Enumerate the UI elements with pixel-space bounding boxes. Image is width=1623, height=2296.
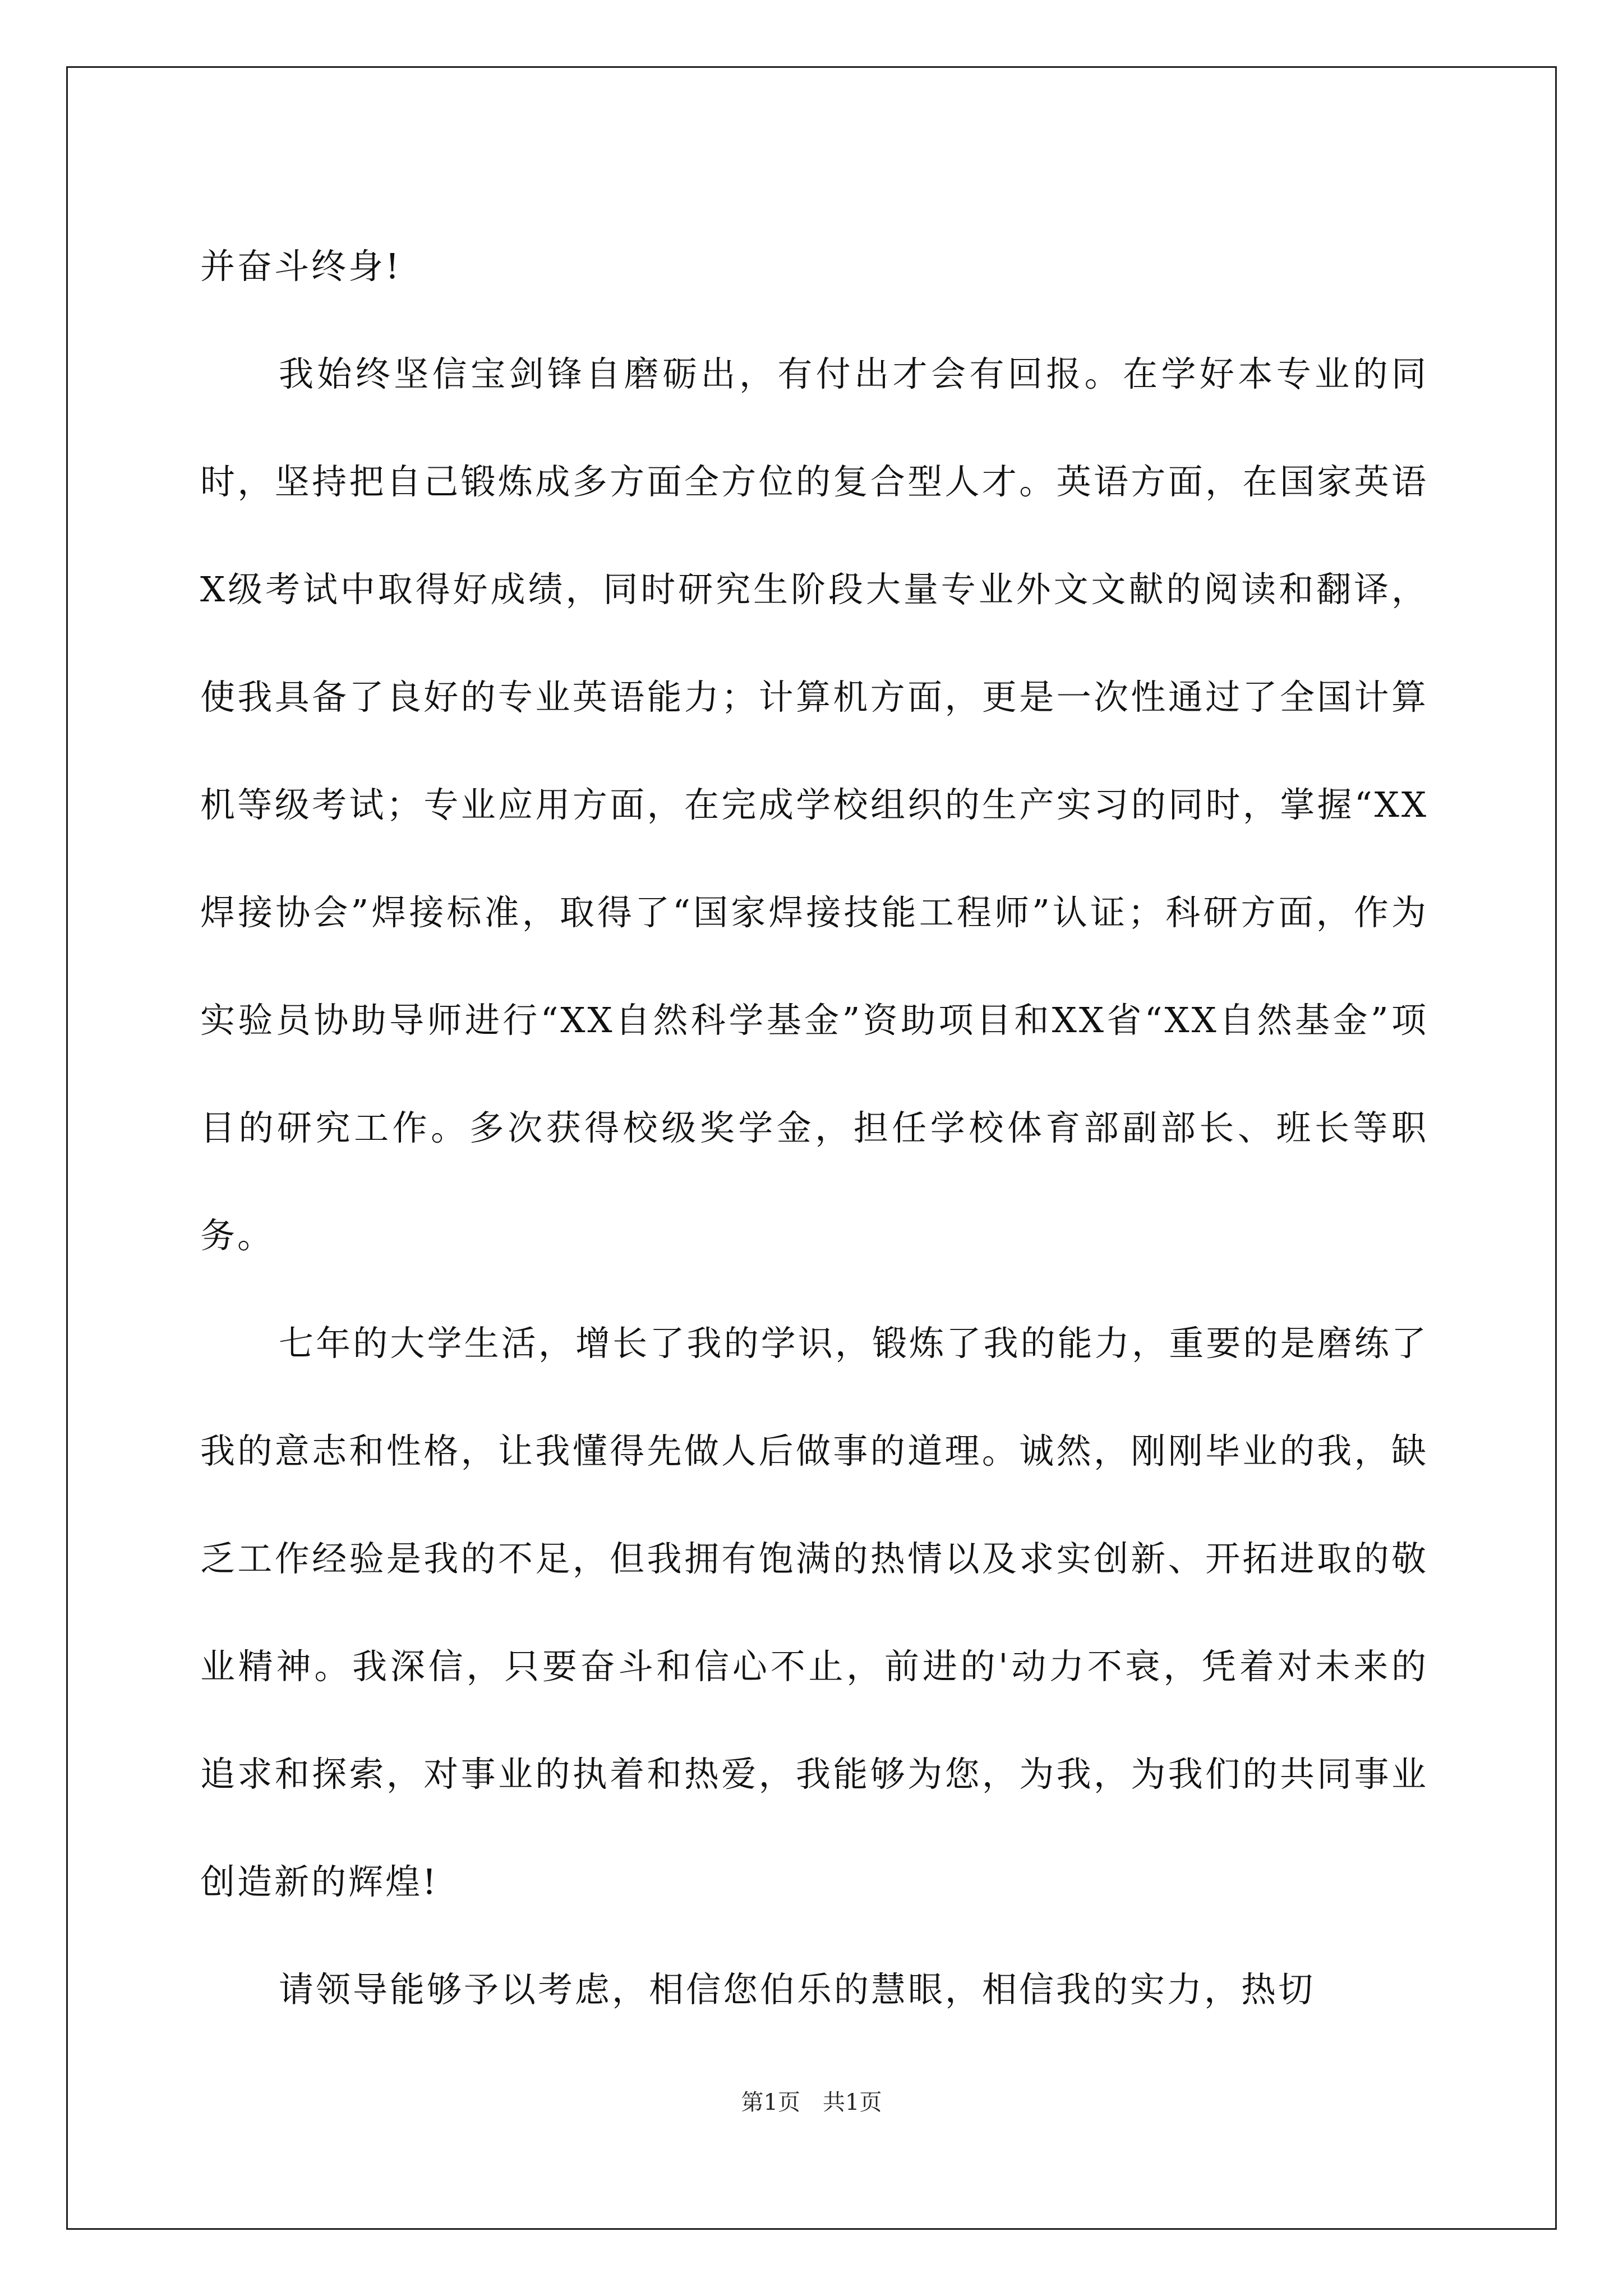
document-body (200, 213, 1428, 2044)
page-footer (0, 2086, 1623, 2119)
page-number: 第1页 (741, 2090, 800, 2115)
paragraph-2: 我始终坚信宝剑锋自磨砺出，有付出才会有回报。在学好本专业的同时，坚持把自己锻炼成多方面全方位的复合型人才。英语方面，在国家英语X级考试中取得好成绩，同时研究生阶段大量专业外文文献的阅读和翻译，使我具备了良好的专业英语能力；计算机方面，更是一次性通过了全国计算机等级考试；专业应用方面，在完成学校组织的生产实习的同时，掌握“XX焊接协会”焊接标准，取得了“国家焊接技能工程师”认证；科研方面，作为实验员协助导师进行“XX自然科学基金”资助项目和XX省“XX自然基金”项目的研究工作。多次获得校级奖学金，担任学校体育部副部长、班长等职务。 (200, 353, 1428, 1256)
paragraph-4: 请领导能够予以考虑，相信您伯乐的慧眼，相信我的实力，热切 (279, 1969, 1316, 2010)
paragraph-3: 七年的大学生活，增长了我的学识，锻炼了我的能力，重要的是磨练了我的意志和性格，让我懂得先做人后做事的道理。诚然，刚刚毕业的我，缺乏工作经验是我的不足，但我拥有饱满的热情以及求实创新、开拓进取的敬业精神。我深信，只要奋斗和信心不止，前进的'动力不衰，凭着对未来的追求和探索，对事业的执着和热爱，我能够为您，为我，为我们的共同事业创造新的辉煌! (200, 1323, 1428, 1902)
page-total: 共1页 (823, 2090, 882, 2115)
paragraph-1: 并奋斗终身! (200, 246, 402, 287)
